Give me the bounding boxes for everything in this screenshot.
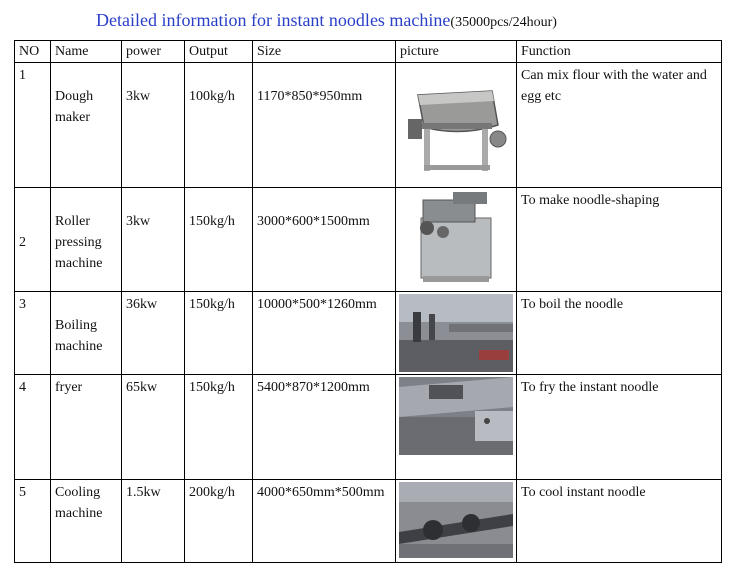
cell-function: Can mix flour with the water and egg etc bbox=[517, 63, 722, 188]
cell-output: 150kg/h bbox=[185, 375, 253, 480]
cell-no: 4 bbox=[15, 375, 51, 480]
header-function: Function bbox=[517, 41, 722, 63]
table-row bbox=[15, 480, 722, 563]
spec-table bbox=[14, 40, 722, 563]
cell-no: 5 bbox=[15, 480, 51, 563]
cell-power: 3kw bbox=[122, 63, 185, 188]
cooling-conveyor-photo-icon bbox=[399, 482, 513, 558]
roller-press-photo-icon bbox=[413, 190, 499, 286]
cell-output: 150kg/h bbox=[185, 292, 253, 375]
cell-no: 3 bbox=[15, 292, 51, 375]
cell-no: 2 bbox=[15, 188, 51, 292]
fryer-photo-icon bbox=[399, 377, 513, 455]
cell-name: Dough maker bbox=[51, 63, 122, 188]
cell-output: 150kg/h bbox=[185, 188, 253, 292]
cell-size: 5400*870*1200mm bbox=[253, 375, 396, 480]
dough-mixer-photo-icon bbox=[400, 65, 512, 177]
table-row bbox=[15, 188, 722, 292]
cell-size: 1170*850*950mm bbox=[253, 63, 396, 188]
table-header-row bbox=[15, 41, 722, 63]
cell-size: 4000*650mm*500mm bbox=[253, 480, 396, 563]
table-row bbox=[15, 375, 722, 480]
cell-function: To make noodle-shaping bbox=[517, 188, 722, 292]
header-size: Size bbox=[253, 41, 396, 63]
cell-function: To boil the noodle bbox=[517, 292, 722, 375]
title-sub: (35000pcs/24hour) bbox=[450, 15, 557, 30]
cell-power: 36kw bbox=[122, 292, 185, 375]
table-row bbox=[15, 292, 722, 375]
header-name: Name bbox=[51, 41, 122, 63]
cell-power: 3kw bbox=[122, 188, 185, 292]
cell-name: fryer bbox=[51, 375, 122, 480]
header-output: Output bbox=[185, 41, 253, 63]
cell-name: Roller pressing machine bbox=[51, 188, 122, 292]
boiling-line-photo-icon bbox=[399, 294, 513, 372]
cell-picture bbox=[396, 63, 517, 188]
cell-size: 3000*600*1500mm bbox=[253, 188, 396, 292]
cell-picture bbox=[396, 188, 517, 292]
page-title bbox=[96, 10, 557, 31]
cell-power: 1.5kw bbox=[122, 480, 185, 563]
cell-picture bbox=[396, 292, 517, 375]
cell-no: 1 bbox=[15, 63, 51, 188]
cell-picture bbox=[396, 375, 517, 480]
title-main: Detailed information for instant noodles machine bbox=[96, 10, 451, 30]
cell-function: To fry the instant noodle bbox=[517, 375, 722, 480]
cell-name: Boiling machine bbox=[51, 292, 122, 375]
cell-size: 10000*500*1260mm bbox=[253, 292, 396, 375]
cell-picture bbox=[396, 480, 517, 563]
cell-output: 200kg/h bbox=[185, 480, 253, 563]
header-power: power bbox=[122, 41, 185, 63]
header-picture: picture bbox=[396, 41, 517, 63]
cell-name: Cooling machine bbox=[51, 480, 122, 563]
cell-power: 65kw bbox=[122, 375, 185, 480]
cell-function: To cool instant noodle bbox=[517, 480, 722, 563]
header-no: NO bbox=[15, 41, 51, 63]
cell-output: 100kg/h bbox=[185, 63, 253, 188]
table-row bbox=[15, 63, 722, 188]
